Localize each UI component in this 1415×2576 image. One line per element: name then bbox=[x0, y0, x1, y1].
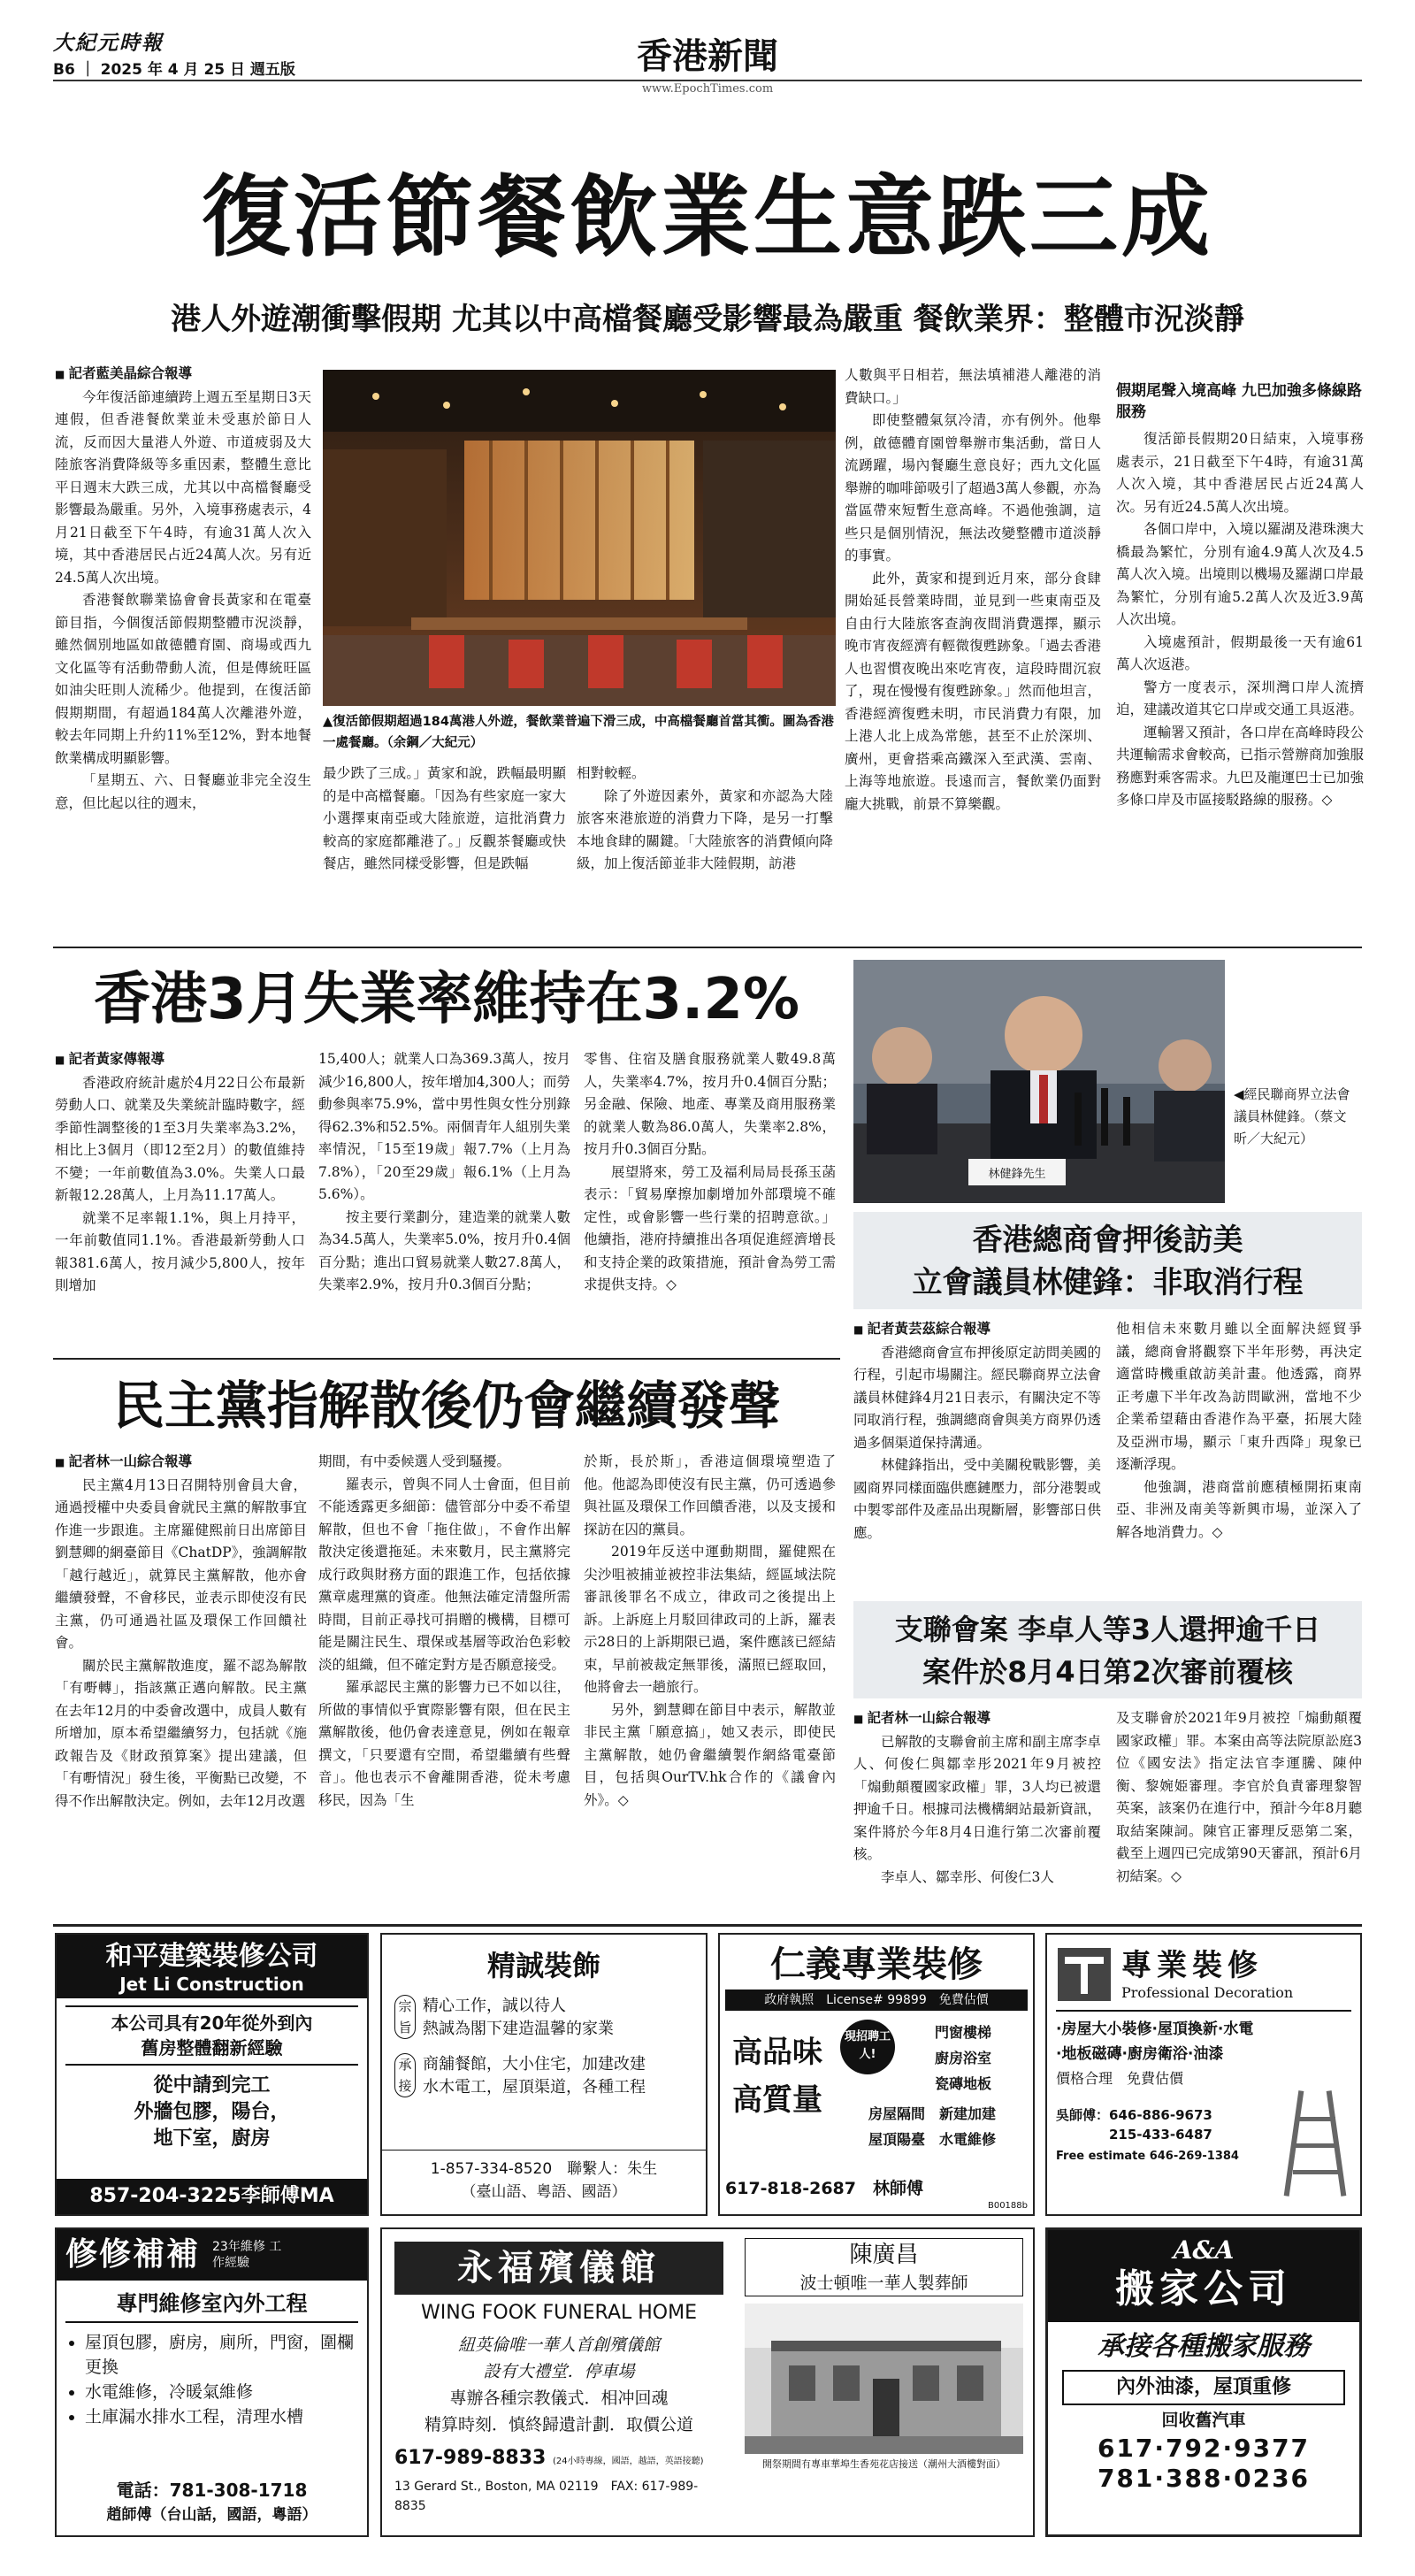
ad6-address: 13 Gerard St., Boston, MA 02119 FAX: 617-989-8835 bbox=[394, 2480, 699, 2513]
ad5-phone-label: 電話： bbox=[116, 2480, 170, 2501]
ad3-license: 政府執照 License# 99899 免費估價 bbox=[725, 1990, 1028, 2011]
lead-paragraph: 此外，黃家和提到近月來，部分食肆開始延長營業時間，並見到一些東南亞及自由行大陸旅客查詢夜間消費選擇，顯示晚市宵夜經濟有輕微復甦跡象。「過去香港人也習慣夜晚出來吃宵夜，這段時間沉寂了，現在慢慢有復甦跡象。」然而他坦言，香港經濟復甦未明，市民消費力有限，加上港人北上成為常態，甚至不止於深圳、廣州，更會搭乘高鐵深入至武漢、雲南、上海等地旅遊。長遠而言，餐飲業仍面對龐大挑戰，前景不算樂觀。 bbox=[845, 570, 1101, 812]
restaurant-photo-image bbox=[323, 370, 836, 706]
ad5-item: • 水電維修，冷暖氣維修 bbox=[85, 2380, 367, 2404]
chamber-paragraph: 香港總商會宣布押後原定訪問美國的行程，引起市場關注。經民聯商界立法會議員林健鋒4月21日表示，有關決定不等同取消行程，強調總商會與美方商界仍透過多個渠道保持溝通。 bbox=[853, 1344, 1101, 1451]
unemployment-paragraph: 就業不足率報1.1%，與上月持平，一年前數值同1.1%。香港最新勞動人口報381.6萬人，按月減少5,800人，按年則增加 bbox=[55, 1209, 305, 1293]
lead-paragraph: 運輸署又預計，各口岸在高峰時段公共運輸需求會較高，已指示營辦商加強服務應對乘客需求。九巴及龍運巴士已加強多條口岸及市區接駁路線的服務。◇ bbox=[1116, 724, 1364, 808]
ad6-phone-note: (24小時專線，國語，越語，英語接聽) bbox=[553, 2457, 704, 2466]
lead-col-4 bbox=[845, 364, 1101, 816]
page-date: B6 ｜ 2025 年 4 月 25 日 週五版 bbox=[53, 61, 295, 79]
ad3-slogan2: 高質量 bbox=[732, 2082, 822, 2118]
liaison-headline-line1: 支聯會案 李卓人等3人還押逾千日 bbox=[894, 1613, 1321, 1646]
ad1-name: 和平建築裝修公司 bbox=[105, 1941, 318, 1972]
dp-paragraph: 羅表示，曾與不同人士會面，但目前不能透露更多細節：儘管部分中委不希望解散，但也不會「拖住做」，不會作出解散決定後還拖延。未來數月，民主黨將完成行政與財務方面的跟進工作，包括依據黨章處理黨的資產。他無法確定清盤所需時間，目前正尋找可捐贈的機構，目標可能是關注民生、環保或基層等政治色彩較淡的組織，但不確定對方是否願意接受。 bbox=[318, 1476, 570, 1673]
lead-paragraph: 復活節長假期20日結束，入境事務處表示，21日截至下午4時，有逾31萬人次入境，其中香港居民占近24萬人次。另有近24.5萬人次出境。 bbox=[1116, 431, 1364, 515]
ad2-name: 精誠裝飾 bbox=[486, 1949, 600, 1982]
ad7-line2: 內外油漆，屋頂重修 bbox=[1062, 2370, 1345, 2405]
ad1-phone: 857-204-3225李師傅MA bbox=[57, 2179, 367, 2214]
liaison-paragraph: 及支聯會於2021年9月被控「煽動顛覆國家政權」罪。本案由高等法院原訟庭3位《國安法》指定法官李運騰、陳仲衡、黎婉姫審理。李官於負責審理黎智英案，該案仍在進行中，預計今年8月聽取結案陳詞。陳官正審理反惡第二案，截至上週四已完成第90天審訊，預計6月初結案。◇ bbox=[1116, 1710, 1362, 1884]
unemployment-col-2 bbox=[318, 1048, 570, 1297]
ad6-line1: 紐英倫唯一華人首創殯儀館 bbox=[457, 2335, 660, 2355]
ad4-phone1: 646-886-9673 bbox=[1109, 2107, 1212, 2123]
ad7-name: 搬家公司 bbox=[1115, 2266, 1292, 2312]
restaurant-photo bbox=[323, 370, 836, 706]
ad3-name: 仁義專業裝修 bbox=[770, 1944, 983, 1985]
chamber-headline-line2: 立會議員林健鋒：非取消行程 bbox=[912, 1265, 1304, 1300]
ad4-phone2: 215-433-6487 bbox=[1109, 2127, 1212, 2143]
legislator-photo-caption: ◀經民聯商界立法會議員林健鋒。（蔡文昕／大紀元） bbox=[1234, 1086, 1350, 1146]
liaison-col-2 bbox=[1116, 1707, 1362, 1888]
ad3-svc5: 屋頂陽臺 水電維修 bbox=[868, 2131, 996, 2148]
ad2-item1a: 精心工作，誠以待人 bbox=[423, 1997, 566, 2015]
lead-paragraph: 今年復活節連續跨上週五至星期日3天連假，但香港餐飲業並未受惠於節日人流，反而因大量港人外遊、市道疲弱及大陸旅客消費降級等多重因素，整體生意比平日週末大跌三成，尤其以中高檔餐廳受影響最為嚴重。另外，入境事務處表示，4月21日截至下午4時，有逾31萬人次入境，其中香港居民占近24萬人次。另有近24.5萬人次出境。 bbox=[55, 388, 311, 586]
ad1-line2: 舊房整體翻新經驗 bbox=[141, 2037, 283, 2058]
lead-paragraph: 相對較輕。 bbox=[577, 765, 646, 781]
lead-paragraph: 香港餐飲聯業協會會長黃家和在電臺節目指，今個復活節假期整體市況淡靜，雖然個別地區如啟德體育園、商場或西九文化區等有活動帶動人流，但是傳統旺區如油尖旺則人流稀少。他提到，在復活節假期期間，有超過184萬人次離港外遊，較去年同期上升約11%至12%，對本地餐飲業構成明顯影響。 bbox=[55, 592, 311, 766]
ad1-name-en: Jet Li Construction bbox=[119, 1974, 304, 1995]
ad6-director-title: 波士頓唯一華人製葬師 bbox=[799, 2273, 968, 2293]
lead-col-3 bbox=[577, 763, 833, 876]
ad7-line3: 回收舊汽車 bbox=[1161, 2411, 1246, 2430]
ad6-name-en: WING FOOK FUNERAL HOME bbox=[421, 2302, 697, 2324]
ad2-dialects: （臺山語、粵語、國語） bbox=[461, 2183, 627, 2201]
chamber-headline-box bbox=[853, 1212, 1362, 1309]
tools-icon bbox=[1058, 1948, 1111, 2001]
dp-headline: 民主黨指解散後仍會繼續發聲 bbox=[112, 1376, 780, 1436]
lead-paragraph: 人數與平日相若，無法填補港人離港的消費缺口。」 bbox=[845, 367, 1101, 406]
unemployment-col-1 bbox=[55, 1048, 305, 1298]
liaison-headline-line2: 案件於8月4日第2次審前覆核 bbox=[922, 1655, 1293, 1689]
ad6-phone: 617-989-8833 bbox=[394, 2447, 547, 2469]
funeral-home-building bbox=[745, 2304, 1023, 2454]
ad7-phone2: 781·388·0236 bbox=[1097, 2464, 1311, 2493]
ad-repair-services bbox=[55, 2227, 369, 2537]
ad5-item: • 土庫漏水排水工程，清理水槽 bbox=[85, 2404, 367, 2429]
liaison-paragraph: 李卓人、鄒幸彤、何俊仁3人 bbox=[881, 1868, 1054, 1885]
ad5-contact: 趙師傅（台山話，國語，粵語） bbox=[106, 2506, 317, 2524]
dp-paragraph: 另外，劉慧卿在節目中表示，解散並非民主黨「願意搞」，她又表示，即使民主黨解散，她仍會繼續製作網絡電臺節目，包括與OurTV.hk合作的《議會內外》。◇ bbox=[584, 1701, 836, 1808]
chamber-headline-line1: 香港總商會押後訪美 bbox=[972, 1223, 1243, 1258]
ad3-svc3: 瓷磚地板 bbox=[934, 2075, 991, 2092]
chamber-col-2 bbox=[1116, 1318, 1362, 1544]
liaison-col-1 bbox=[853, 1707, 1101, 1889]
ad-jet-li-construction bbox=[55, 1933, 369, 2216]
dp-paragraph: 期間，有中委候選人受到騷擾。 bbox=[318, 1453, 511, 1469]
ad5-phone: 781-308-1718 bbox=[169, 2480, 308, 2501]
dp-col-2 bbox=[318, 1451, 570, 1812]
ad4-name: 專業裝修 bbox=[1121, 1948, 1263, 1983]
unemployment-paragraph: 15,400人；就業人口為369.3萬人，按月減少16,800人，按年增加4,300人；而勞動參與率75.9%，當中男性與女性分別錄得62.3%和52.5%。兩個青年人組別失業率情況，「15至19歲」報7.7%（上月為7.8%），「20至29歲」報6.1%（上月為5.6%）。 bbox=[318, 1051, 570, 1202]
ad5-years: 23年維修 工作經驗 bbox=[212, 2240, 282, 2270]
unemployment-col-3 bbox=[584, 1048, 836, 1297]
ladder-icon bbox=[1286, 2090, 1348, 2196]
lead-paragraph: 入境處預計，假期最後一天有逾61萬人次返港。 bbox=[1116, 633, 1364, 672]
ad3-svc2: 廚房浴室 bbox=[934, 2050, 991, 2066]
ad3-phone: 617-818-2687 林師傅 bbox=[725, 2179, 923, 2198]
ad1-line3: 從中請到完工 bbox=[153, 2074, 271, 2097]
ad6-director-name: 陳廣昌 bbox=[849, 2242, 919, 2268]
dp-paragraph: 2019年反送中運動期間，羅健熙在尖沙咀被捕並被控非法集結，經區域法院審訊後罪名不成立，律政司之後提出上訴。上訴庭上月駁回律政司的上訴，羅表示28日的上訴期限已過，案件應該已經結束，早前被裁定無罪後，滿照已經取回，他將會去一趟旅行。 bbox=[584, 1544, 836, 1695]
chamber-byline: ■ 記者黃芸茲綜合報導 bbox=[853, 1318, 1101, 1342]
ad2-item2a: 商舖餐館，大小住宅，加建改建 bbox=[423, 2055, 646, 2074]
ad6-line3: 專辦各種宗教儀式．相冲回魂 bbox=[449, 2388, 669, 2408]
ad4-line1: ·房屋大小裝修·屋頂換新·水電 bbox=[1056, 2020, 1254, 2038]
chamber-paragraph: 林健鋒指出，受中美關稅戰影響，美國商界同樣面臨供應鏈壓力，部分港製或中製零部件及產品出現斷層，影響部日供應。 bbox=[853, 1457, 1101, 1541]
ad4-free-estimate: Free estimate 646-269-1384 bbox=[1056, 2150, 1239, 2163]
ad5-name: 修修補補 bbox=[65, 2236, 201, 2273]
nameplate-text: 林健鋒先生 bbox=[988, 1168, 1046, 1181]
liaison-paragraph: 已解散的支聯會前主席和副主席李卓人、何俊仁與鄒幸彤2021年9月被控「煽動顛覆國家政權」罪，3人均已被還押逾千日。根據司法機構網站最新資訊，案件將於今年8月4日進行第二次審前覆核。 bbox=[853, 1733, 1101, 1862]
ad2-item2b: 水木電工，屋頂渠道，各種工程 bbox=[423, 2078, 646, 2097]
ad5-item: • 屋頂包膠，廚房，廁所，門窗，圍欄更換 bbox=[85, 2330, 367, 2380]
unemployment-paragraph: 展望將來，勞工及福利局局長孫玉菡表示：「貿易摩擦加劇增加外部環境不確定性，或會影響一些行業的招聘意欲。」他續指，港府持續推出各項促進經濟增長和支持企業的政策措施，預計會為勞工需求提供支持。◇ bbox=[584, 1163, 836, 1292]
chamber-paragraph: 他強調，港商當前應積極開拓東南亞、非洲及南美等新興市場，並深入了解各地消費力。◇ bbox=[1116, 1478, 1362, 1540]
unemployment-paragraph: 按主要行業劃分，建造業的就業人數為34.5萬人，失業率5.0%，按月升0.4個百分點；進出口貿易就業人數27.8萬人，失業率2.9%，按月升0.3個百分點； bbox=[318, 1208, 570, 1292]
ad3-code: B00188b bbox=[987, 2201, 1028, 2211]
dp-col-1 bbox=[55, 1451, 307, 1813]
paper-logo: 大紀元時報 bbox=[53, 31, 164, 55]
ad5-subtitle: 專門維修室內外工程 bbox=[65, 2286, 358, 2323]
ad2-contact: 1-857-334-8520 聯繫人：朱生 bbox=[430, 2160, 658, 2178]
dp-paragraph: 民主黨4月13日召開特別會員大會，通過授權中央委員會就民主黨的解散事宜作進一步跟進。主席羅健熙前日出席節目劉慧卿的網臺節目《ChatDP》，強調解散「越行越近」，就算民主黨解散，他亦會繼續發聲，不會移民，並表示即使沒有民主黨，仍可通過社區及環保工作回饋社會。 bbox=[55, 1476, 307, 1651]
unemployment-paragraph: 香港政府統計處於4月22日公布最新勞動人口、就業及失業統計臨時數字，經季節性調整後的1至3月失業率為3.2%，相比上3個月（即12至2月）的數值維持不變；一年前數值為3.0%。失業人口最新報12.28萬人，上月為11.17萬人。 bbox=[55, 1074, 305, 1203]
ad-jingcheng-decoration bbox=[380, 1933, 708, 2216]
lead-headline: 復活節餐飲業生意跌三成 bbox=[202, 165, 1213, 269]
liaison-headline-box bbox=[853, 1601, 1362, 1698]
legislator-photo bbox=[853, 960, 1225, 1203]
legislator-photo-image bbox=[853, 960, 1225, 1203]
ad2-item2-label: 承接 bbox=[394, 2053, 416, 2097]
ad3-svc1: 門窗樓梯 bbox=[934, 2024, 991, 2041]
ad6-line4: 精算時刻．慎終歸遺計劃．取價公道 bbox=[424, 2415, 693, 2434]
unemployment-byline: ■ 記者黃家傳報導 bbox=[55, 1048, 305, 1072]
ad3-svc4: 房屋隔間 新建加建 bbox=[868, 2105, 996, 2122]
ad6-name: 永福殯儀館 bbox=[394, 2242, 723, 2295]
ad1-line1: 本公司具有20年從外到內 bbox=[111, 2012, 313, 2034]
masthead bbox=[53, 27, 1362, 155]
ad1-line4: 外牆包膠，陽台， bbox=[134, 2101, 290, 2123]
lead-col-1 bbox=[55, 363, 311, 815]
ad7-line1: 承接各種搬家服務 bbox=[1098, 2331, 1310, 2362]
lead-byline: ■ 記者藍美晶綜合報導 bbox=[55, 363, 311, 387]
side-headline: 假期尾聲入境高峰 九巴加強多條線路服務 bbox=[1116, 382, 1362, 421]
dp-paragraph: 羅承認民主黨的影響力已不如以往，所做的事情似乎實際影響有限，但在民主黨解散後，他仍會表達意見，例如在報章撰文，「只要還有空間，希望繼續有些聲音」。他也表示不會離開香港，從未考慮移民，因為「生 bbox=[318, 1679, 570, 1808]
ad1-line5: 地下室，廚房 bbox=[153, 2128, 271, 2150]
ad7-top: A&A bbox=[1173, 2235, 1235, 2265]
ad4-contact-label: 吳師傅： bbox=[1056, 2107, 1110, 2123]
ad7-phone1: 617·792·9377 bbox=[1097, 2434, 1311, 2463]
ad6-photo-note: 開祭期間有專車華埠生香苑花店接送（潮州大酒樓對面） bbox=[762, 2458, 1006, 2470]
lead-paragraph: 警方一度表示，深圳灣口岸人流擠迫，建議改道其它口岸或交通工具返港。 bbox=[1116, 678, 1364, 717]
section-name: 香港新聞 bbox=[637, 36, 778, 77]
lead-paragraph: 除了外遊因素外，黃家和亦認為大陸旅客來港旅遊的消費力下降，是另一打擊本地食肆的關鍵。「大陸旅客的消費傾向降級，加上復活節並非大陸假期，訪港 bbox=[577, 787, 833, 871]
unemployment-paragraph: 零售、住宿及膳食服務就業人數49.8萬人，失業率4.7%，按月升0.4個百分點；另金融、保險、地產、專業及商用服務業的就業人數為86.0萬人，失業率2.8%，按月升0.3個百分點。 bbox=[584, 1051, 836, 1157]
ad3-slogan1: 高品味 bbox=[732, 2035, 822, 2070]
ad-renyi-decoration bbox=[718, 1933, 1035, 2216]
ad-wing-fook-funeral-home bbox=[380, 2227, 1035, 2537]
unemployment-headline: 香港3月失業率維持在3.2% bbox=[93, 967, 800, 1032]
lead-col-2 bbox=[323, 763, 566, 876]
ad-aa-moving-company bbox=[1045, 2227, 1362, 2537]
lead-paragraph: 最少跌了三成。」黃家和說，跌幅最明顯的是中高檔餐廳。「因為有些家庭一家大小選擇東南亞或大陸旅遊，這批消費力較高的家庭都離港了。」反觀茶餐廳或快餐店，雖然同樣受影響，但是跌幅 bbox=[323, 765, 566, 871]
website: www.EpochTimes.com bbox=[619, 82, 796, 96]
chamber-col-1 bbox=[853, 1318, 1101, 1545]
dp-paragraph: 於斯，長於斯」，香港這個環境塑造了他。他認為即使沒有民主黨，仍可透過參與社區及環保工作回饋香港，以及支援和探訪在囚的黨員。 bbox=[584, 1453, 836, 1537]
liaison-byline: ■ 記者林一山綜合報導 bbox=[853, 1707, 1101, 1731]
ad4-line2: ·地板磁磚·廚房衛浴·油漆 bbox=[1056, 2045, 1224, 2063]
lead-paragraph: 各個口岸中，入境以羅湖及港珠澳大橋最為繁忙，分別有逾4.9萬人次及4.5萬人次入境。出境則以機場及羅湖口岸最為繁忙，分別有逾5.2萬人次及近3.9萬人次出境。 bbox=[1116, 521, 1364, 627]
ad4-line3: 價格合理 免費估價 bbox=[1056, 2070, 1184, 2087]
lead-subheadline: 港人外遊潮衝擊假期 尤其以中高檔餐廳受影響最為嚴重 餐飲業界：整體市況淡靜 bbox=[171, 302, 1244, 337]
chamber-paragraph: 他相信未來數月雖以全面解決經貿爭議，總商會將觀察下半年形勢，再決定適當時機重啟訪美計畫。他透露，商界正考慮下半年改為訪問歐洲，當地不少企業希望藉由香港作為平臺，拓展大陸及亞洲市場，顯示「東升西降」現象已逐漸浮現。 bbox=[1116, 1321, 1362, 1472]
ad-professional-decoration bbox=[1045, 1933, 1362, 2216]
ad6-line2: 設有大禮堂．停車場 bbox=[483, 2362, 635, 2381]
lead-paragraph: 即使整體氣氛冷清，亦有例外。他舉例，啟德體育園曾舉辦市集活動，當日人流踴躍，場內餐廳生意良好；西九文化區舉辦的咖啡節吸引了超過3萬人參觀，亦為當區帶來短暫生意高峰。不過他強調，這些只是個別情況，無法改變整體市道淡靜的事實。 bbox=[845, 412, 1101, 564]
ad2-item1-label: 宗旨 bbox=[394, 1995, 416, 2039]
dp-byline: ■ 記者林一山綜合報導 bbox=[55, 1451, 307, 1475]
ad4-name-en: Professional Decoration bbox=[1121, 1984, 1294, 2001]
ad2-item1b: 熱誠為閣下建造温馨的家業 bbox=[423, 2020, 614, 2038]
dp-col-3 bbox=[584, 1451, 836, 1812]
restaurant-photo-caption: ▲復活節假期超過184萬港人外遊，餐飲業普遍下滑三成，中高檔餐廳首當其衝。圖為香港一處餐廳。（余鋼／大紀元） bbox=[323, 715, 834, 750]
ad3-hiring-badge: 現招聘工人! bbox=[840, 2020, 895, 2074]
lead-col-5 bbox=[1116, 380, 1364, 812]
lead-paragraph: 「星期五、六、日餐廳並非完全沒生意，但比起以往的週末， bbox=[55, 772, 311, 811]
dp-paragraph: 關於民主黨解散進度，羅不認為解散「有嘢轉」，指該黨正邁向解散。民主黨在去年12月的中委會改選中，成員人數有所增加，原本希望繼續努力，包括就《施政報告及《財政預算案》提出建議，但「有嘢情況」發生後，平衡點已改變，不得不作出解散決定。例如，去年12月改選 bbox=[55, 1657, 307, 1809]
